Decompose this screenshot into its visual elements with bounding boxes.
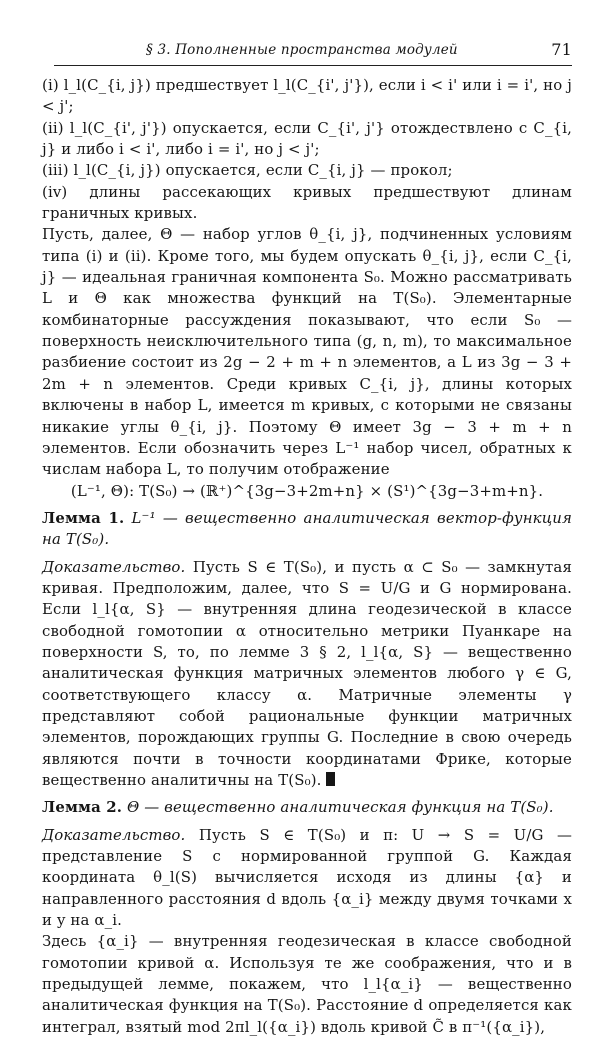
running-header [54,40,572,64]
condition-i: (i) l_l(C_{i, j}) предшествует l_l(C_{i', j'}), если i < i' или i = i', но j < j'; [42,76,572,116]
lemma-1-label: Лемма 1. [42,508,125,527]
paragraph-geodesic: Здесь {α_i} — внутренняя геодезическая в классе свободной гомотопии кривой α. Используя те же соображения, что и в предыдущей лемме, покажем, что l_l{α_i} — вещественно аналитическая функция на T(S₀). Расстояние d определяется как интеграл, взятый mod 2πl_l({α_i}) вдоль кривой C̃ в π⁻¹({α_i}), [42,932,572,1036]
proof-1-label: Доказательство. [42,557,186,576]
lemma-2-statement: Θ — вещественно аналитическая функция на T(S₀). [126,798,554,817]
condition-ii: (ii) l_l(C_{i', j'}) опускается, если C_{i', j'} отождествлено с C_{i, j} и либо i < i', либо i = i', но j < j'; [42,118,572,159]
lemma-2-label: Лемма 2. [42,798,123,817]
lemma-1 [42,508,572,551]
proof-2-label: Доказательство. [42,825,186,844]
proof-1 [42,557,572,792]
header-rule [54,65,572,66]
lemma-2 [42,797,572,818]
running-title: § 3. Пополненные пространства модулей [146,42,458,58]
mapping-formula: (L⁻¹, Θ): T(S₀) → (ℝ⁺)^{3g−3+2m+n} × (S¹)^{3g−3+m+n}. [70,481,544,500]
page-number: 71 [551,40,572,59]
proof-2-text: Пусть S ∈ T(S₀) и π: U → S = U/G — представление S с нормированной группой G. Каждая координата θ_l(S) вычисляется исходя из длины {α} и направленного расстояния d вдоль {α_i} между двумя точками x и y на α_i. [42,825,573,930]
proof-2 [42,825,572,932]
proof-1-text: Пусть S ∈ T(S₀), и пусть α ⊂ S₀ — замкнутая кривая. Предположим, далее, что S = U/G и G нормирована. Если l_l{α, S} — внутренняя длина геодезической в классе свободной гомотопии α относительно метрики Пуанкаре на поверхности S, то, по лемме 3 § 2, l_l{α, S} — вещественно аналитическая функция матричных элементов любого γ ∈ G, соответствующего классу α. Матричные элементы γ представляют собой рациональные функции матричных элементов, порождающих группы G. Последние в свою очередь являются почти в точности координатами Фрике, которые вещественно аналитичны на T(S₀). [42,557,572,789]
condition-iv: (iv) длины рассекающих кривых предшествуют длинам граничных кривых. [42,182,572,223]
qed-mark [326,772,335,786]
page-body [42,75,572,1038]
condition-iii: (iii) l_l(C_{i, j}) опускается, если C_{i, j} — прокол; [42,161,453,180]
lemma-1-statement: L⁻¹ — вещественно аналитическая вектор-функция на T(S₀). [42,508,572,549]
paragraph-angles: Пусть, далее, Θ — набор углов θ_{i, j}, подчиненных условиям типа (i) и (ii). Кроме того, мы будем опускать θ_{i, j}, если C_{i, j} — идеальная граничная компонента S₀. Можно рассматривать L и Θ как множества функций на T(S₀). Элементарные комбинаторные рассуждения показывают, что если S₀ — поверхность неисключительного типа (g, n, m), то максимальное разбиение состоит из 2g − 2 + m + n элементов, а L из 3g − 3 + 2m + n элементов. Среди кривых C_{i, j}, длины которых включены в набор L, имеется m кривых, с которыми не связаны никакие углы θ_{i, j}. Поэтому Θ имеет 3g − 3 + m + n элементов. Если обозначить через L⁻¹ набор чисел, обратных к числам набора L, то получим отображение [42,225,572,479]
